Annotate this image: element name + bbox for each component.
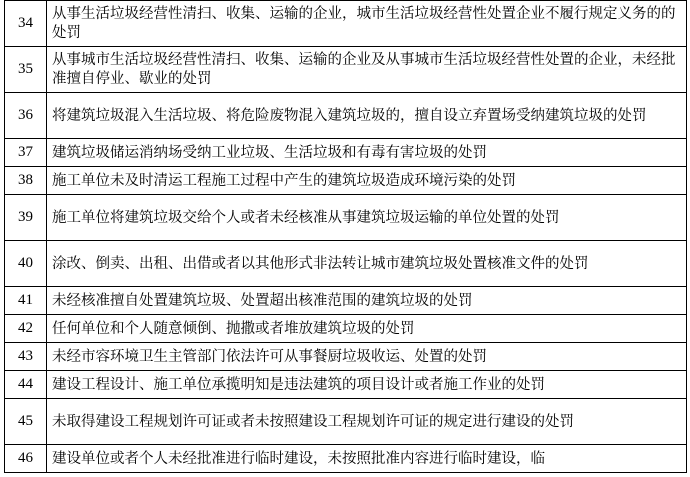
row-number: 35 xyxy=(5,47,47,93)
table-row xyxy=(5,167,687,195)
penalty-items-table xyxy=(4,0,687,473)
row-number: 36 xyxy=(5,93,47,139)
row-description: 施工单位将建筑垃圾交给个人或者未经核准从事建筑垃圾运输的单位处置的处罚 xyxy=(47,195,687,241)
table-row xyxy=(5,315,687,343)
table-row xyxy=(5,93,687,139)
row-description: 从事生活垃圾经营性清扫、收集、运输的企业，城市生活垃圾经营性处置企业不履行规定义务的的处罚 xyxy=(47,1,687,47)
row-number: 37 xyxy=(5,139,47,167)
row-number: 39 xyxy=(5,195,47,241)
row-number: 44 xyxy=(5,371,47,399)
row-description: 未经核准擅自处置建筑垃圾、处置超出核准范围的建筑垃圾的处罚 xyxy=(47,287,687,315)
row-description: 未经市容环境卫生主管部门依法许可从事餐厨垃圾收运、处置的处罚 xyxy=(47,343,687,371)
table-row xyxy=(5,195,687,241)
row-number: 45 xyxy=(5,399,47,445)
row-description: 建设单位或者个人未经批准进行临时建设，未按照批准内容进行临时建设，临 xyxy=(47,445,687,473)
table-row xyxy=(5,287,687,315)
row-description: 未取得建设工程规划许可证或者未按照建设工程规划许可证的规定进行建设的处罚 xyxy=(47,399,687,445)
row-description: 从事城市生活垃圾经营性清扫、收集、运输的企业及从事城市生活垃圾经营性处置的企业，未经批准擅自停业、歇业的处罚 xyxy=(47,47,687,93)
row-description: 建设工程设计、施工单位承揽明知是违法建筑的项目设计或者施工作业的处罚 xyxy=(47,371,687,399)
table-row xyxy=(5,343,687,371)
row-description: 将建筑垃圾混入生活垃圾、将危险废物混入建筑垃圾的，擅自设立弃置场受纳建筑垃圾的处罚 xyxy=(47,93,687,139)
table-row xyxy=(5,1,687,47)
row-number: 34 xyxy=(5,1,47,47)
table-row xyxy=(5,371,687,399)
row-description: 施工单位未及时清运工程施工过程中产生的建筑垃圾造成环境污染的处罚 xyxy=(47,167,687,195)
table-row xyxy=(5,139,687,167)
table-row xyxy=(5,399,687,445)
row-number: 40 xyxy=(5,241,47,287)
row-number: 38 xyxy=(5,167,47,195)
row-description: 涂改、倒卖、出租、出借或者以其他形式非法转让城市建筑垃圾处置核准文件的处罚 xyxy=(47,241,687,287)
row-number: 46 xyxy=(5,445,47,473)
table-row xyxy=(5,241,687,287)
row-number: 42 xyxy=(5,315,47,343)
table-row xyxy=(5,47,687,93)
row-description: 建筑垃圾储运消纳场受纳工业垃圾、生活垃圾和有毒有害垃圾的处罚 xyxy=(47,139,687,167)
row-number: 43 xyxy=(5,343,47,371)
row-number: 41 xyxy=(5,287,47,315)
table-row xyxy=(5,445,687,473)
row-description: 任何单位和个人随意倾倒、抛撒或者堆放建筑垃圾的处罚 xyxy=(47,315,687,343)
